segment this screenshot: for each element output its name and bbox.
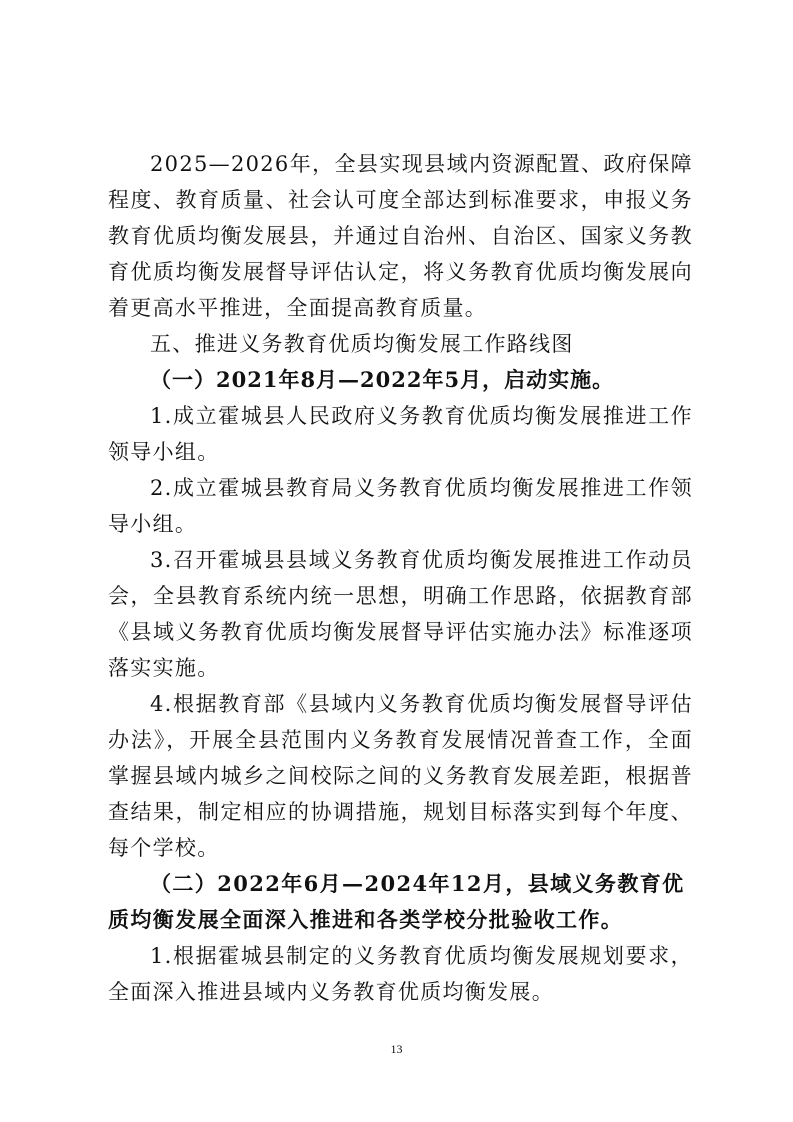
document-body (108, 146, 693, 1010)
paragraph-goal-2025-2026: 2025—2026年，全县实现县域内资源配置、政府保障程度、教育质量、社会认可度全部达到标准要求，申报义务教育优质均衡发展县，并通过自治州、自治区、国家义务教育优质均衡发展督导评估认定，将义务教育优质均衡发展向着更高水平推进，全面提高教育质量。 (108, 152, 693, 320)
item-1-promote-development: 1.根据霍城县制定的义务教育优质均衡发展规划要求，全面深入推进县域内义务教育优质均衡发展。 (108, 944, 693, 1004)
subsection-heading-one: （一）2021年8月—2022年5月，启动实施。 (150, 367, 615, 392)
subsection-heading-two: （二）2022年6月—2024年12月，县域义务教育优质均衡发展全面深入推进和各类学校分批验收工作。 (108, 871, 685, 932)
page-number: 13 (390, 1042, 403, 1056)
item-3-mobilization-meeting: 3.召开霍城县县域义务教育优质均衡发展推进工作动员会，全县教育系统内统一思想，明确工作思路，依据教育部《县域义务教育优质均衡发展督导评估实施办法》标准逐项落实实施。 (108, 548, 693, 680)
item-2-education-bureau-leadership-group: 2.成立霍城县教育局义务教育优质均衡发展推进工作领导小组。 (108, 476, 693, 536)
section-heading-five: 五、推进义务教育优质均衡发展工作路线图 (150, 332, 574, 356)
item-1-county-leadership-group: 1.成立霍城县人民政府义务教育优质均衡发展推进工作领导小组。 (108, 404, 693, 464)
item-4-general-survey: 4.根据教育部《县域内义务教育优质均衡发展督导评估办法》，开展全县范围内义务教育发展情况普查工作，全面掌握县域内城乡之间校际之间的义务教育发展差距，根据普查结果，制定相应的协调措施，规划目标落实到每个年度、每个学校。 (108, 692, 693, 860)
